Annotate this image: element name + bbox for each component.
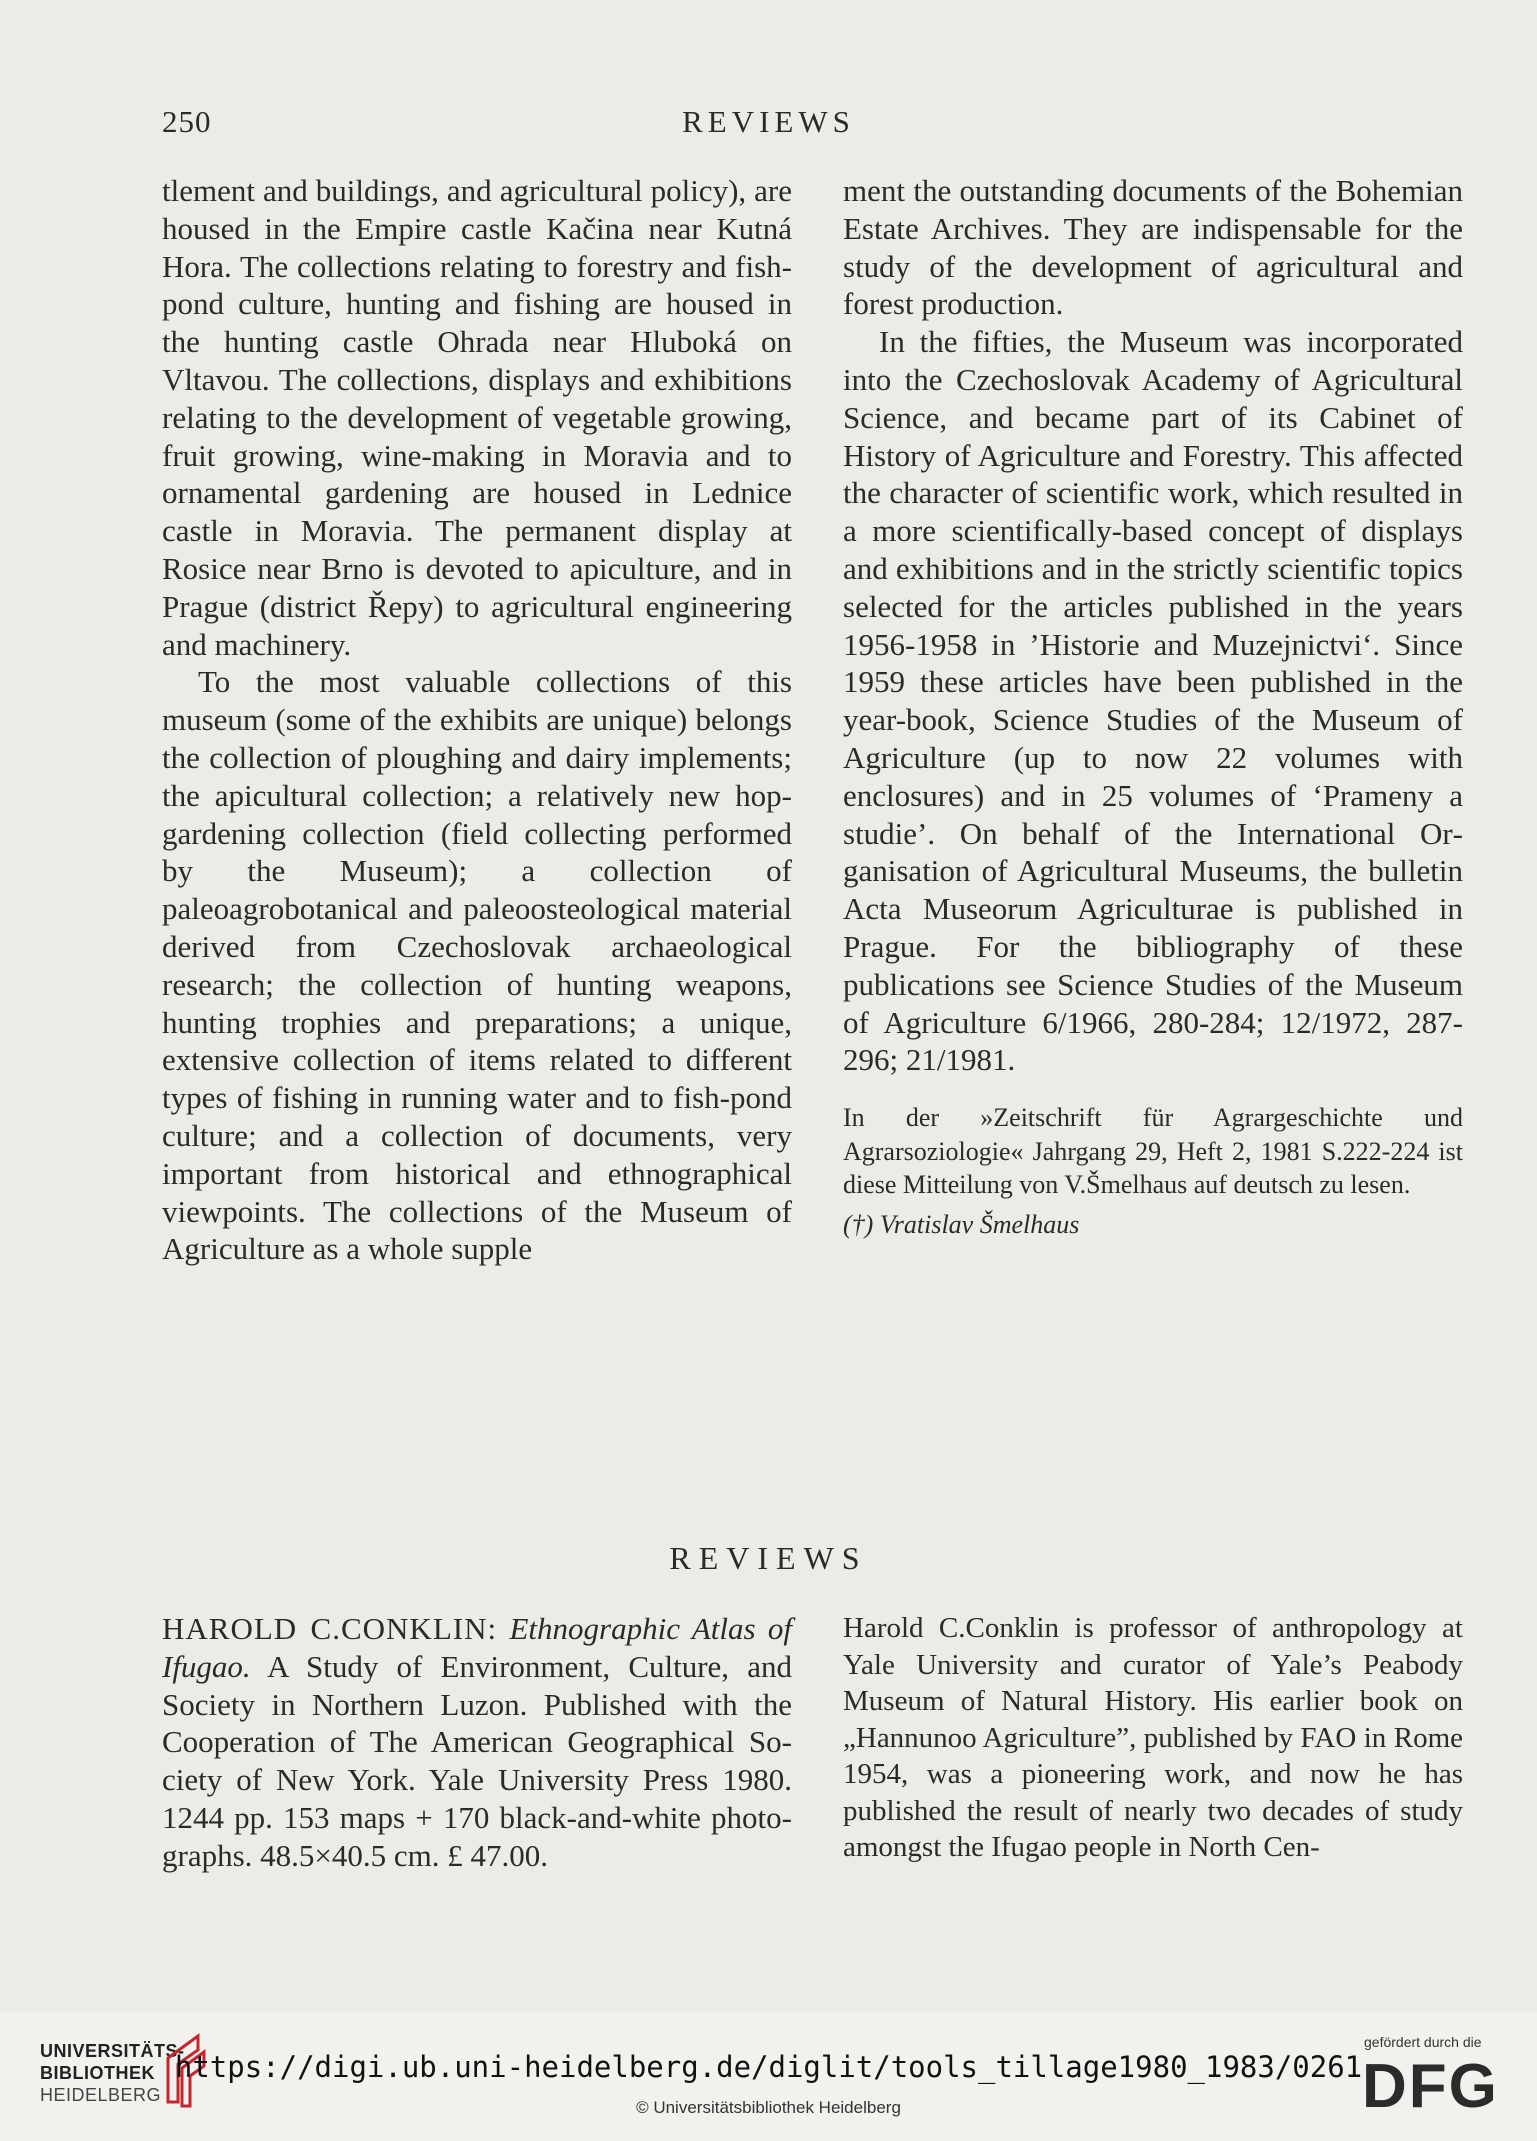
book-details: A Study of Environment, Culture, and Society in Northern Luzon. Published with the Cooperation of The American Geographical Society of New York. Yale University Press 1980. 1244 pp. 153 maps + 170 black-and-white photographs. 48.5×40.5 cm. £ 47.00. (162, 1648, 792, 1873)
paragraph: To the most valuable collections of this museum (some of the exhibits are unique) belongs the collection of ploughing and dairy implements; the apicultural collection; a relatively new hop-gardening collection (field collecting performed by the Museum); a collection of paleoagrobotanical and paleoosteological material derived from Czechoslovak archaeological research; the collection of hunting weapons, hunting trophies and preparations; a unique, extensive collection of items related to different types of fishing in running water and to fish-pond culture; and a collection of documents, very important from historical and ethnographical viewpoints. The collections of the Museum of Agriculture as a whole supple (162, 664, 792, 1267)
paragraph: In the fifties, the Museum was incorporated into the Czechoslovak Academy of Agricultural Science, and became part of its Cabinet of History of Agriculture and Forestry. This affected the character of scientific work, which resulted in a more scientifically-based concept of displays and exhibitions and in the strictly scientific topics selected for the articles published in the years 1956-1958 in ’Historie and Muzejnictvi‘. Since 1959 these articles have been published in the year-book, Science Studies of the Museum of Agriculture (up to now 22 volumes with enclosures) and in 25 volumes of ‘Prameny a studie’. On behalf of the International Organisation of Agricultural Museums, the bulletin Acta Museorum Agriculturae is published in Prague. For the bibliography of these publications see Science Studies of the Museum of Agriculture 6/1966, 280-284; 12/1972, 287-296; 21/1981. (843, 324, 1463, 1078)
right-column-top (843, 172, 1463, 1242)
running-head: REVIEWS (682, 104, 855, 139)
dfg-logo: DFG (1362, 2052, 1499, 2121)
funding-note: gefördert durch die (1364, 2034, 1482, 2050)
logo-line: BIBLIOTHEK (40, 2063, 155, 2083)
citation-text (162, 1610, 792, 1875)
paragraph: ment the outstanding documents of the Bohemian Estate Archives. They are indispensable for the study of the development of agricultural and forest production. (843, 173, 1463, 322)
translation-note: In der »Zeitschrift für Agrargeschichte und Agrarsoziologie« Jahrgang 29, Heft 2, 1981 S.222-224 ist diese Mitteilung von V.Šmelhaus auf deutsch zu lesen. (843, 1103, 1463, 1200)
logo-line: UNIVERSITÄTS- (40, 2041, 185, 2061)
book-author: HAROLD C.CONKLIN: (162, 1611, 498, 1646)
paragraph: Harold C.Conklin is professor of anthropology at Yale University and curator of Yale’s Peabody Museum of Natural History. His earlier book on „Hannunoo Agriculture”, published by FAO in Rome 1954, was a pioneering work, and now he has published the result of nearly two decades of study amongst the Ifugao people in North Cen- (843, 1612, 1463, 1863)
permalink-url[interactable]: https://digi.ub.uni-heidelberg.de/diglit/tools_tillage1980_1983/0261 (174, 2050, 1363, 2084)
logo-line: HEIDELBERG (40, 2085, 162, 2105)
author-signature: (†) Vratislav Šmelhaus (843, 1209, 1080, 1239)
section-title: REVIEWS (669, 1540, 868, 1576)
book-title: Ethnographic Atlas of Ifugao. (162, 1611, 793, 1684)
page-number: 250 (162, 104, 212, 139)
copyright-notice: © Universitätsbibliothek Heidelberg (636, 2098, 901, 2117)
left-column-top (162, 172, 792, 1268)
paragraph: tlement and buildings, and agricultural policy), are housed in the Empire castle Kačina near Kutná Hora. The collections relating to forestry and fish-pond culture, hunting and fishing are housed in the hunting castle Ohrada near Hluboká on Vltavou. The collections, displays and exhibitions relating to the development of vegetable growing, fruit growing, wine-making in Moravia and to ornamental gardening are housed in Lednice castle in Moravia. The permanent display at Rosice near Brno is devoted to apiculture, and in Prague (district Řepy) to agricultural engineering and machinery. (162, 173, 792, 662)
review-body (843, 1610, 1463, 1866)
book-citation (162, 1610, 792, 1875)
footer-bar (0, 2012, 1537, 2141)
